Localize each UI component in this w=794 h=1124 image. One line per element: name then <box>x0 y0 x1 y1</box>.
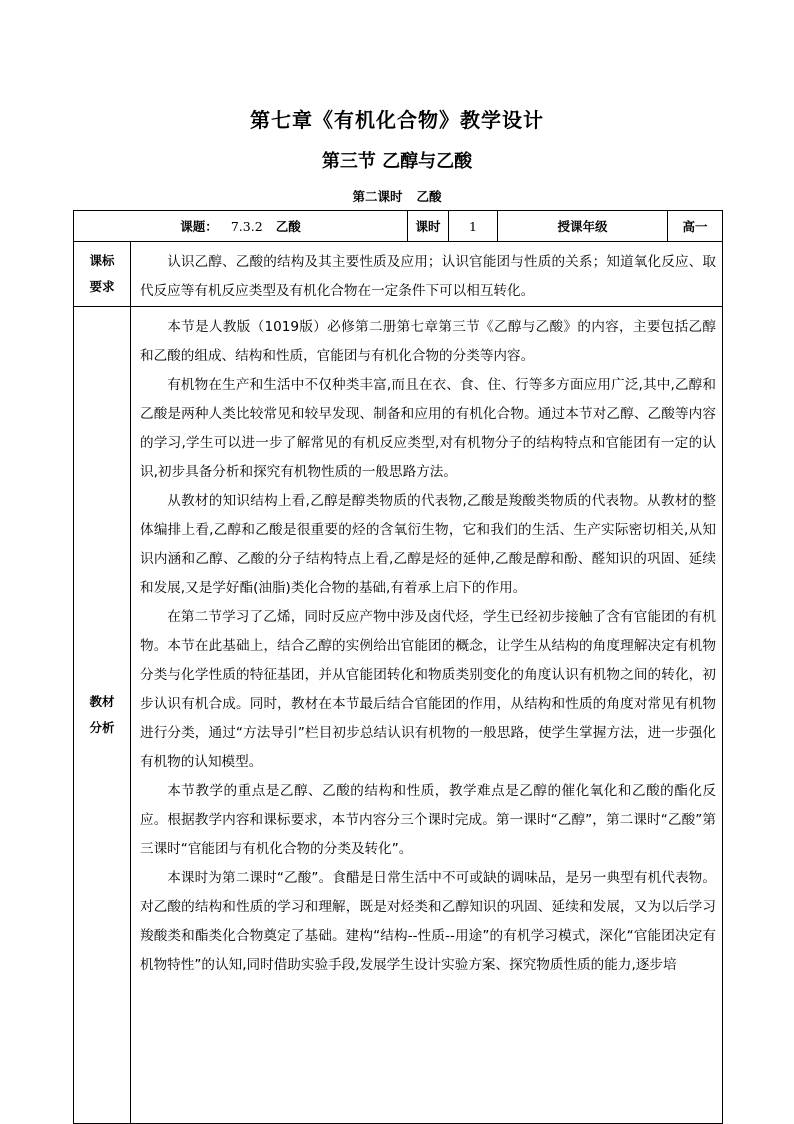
analysis-paragraph: 从教材的知识结构上看,乙醇是醇类物质的代表物,乙酸是羧酸类物质的代表物。从教材的整体编排上看,乙醇和乙酸是很重要的烃的含氧衍生物，它和我们的生活、生产实际密切相关,从知识内涵和乙醇、乙酸的分子结构特点上看,乙醇是烃的延伸,乙酸是醇和酚、醛知识的巩固、延续和发展,又是学好酯(油脂)类化合物的基础,有着承上启下的作用。 <box>140 493 716 596</box>
analysis-paragraph: 有机物在生产和生活中不仅种类丰富,而且在衣、食、住、行等多方面应用广泛,其中,乙醇和乙酸是两种人类比较常见和较早发现、制备和应用的有机化合物。通过本节对乙醇、乙酸等内容的学习,学生可以进一步了解常见的有机反应类型,对有机物分子的结构特点和官能团有一定的认识,初步具备分析和探究有机物性质的一般思路方法。 <box>140 377 716 480</box>
topic-code: 7.3.2 <box>230 219 263 234</box>
topic-cell <box>74 211 408 242</box>
lesson-label: 第二课时 <box>352 189 403 204</box>
analysis-label <box>74 307 131 1124</box>
section-title: 第三节 乙醇与乙酸 <box>321 151 473 172</box>
header-row <box>74 211 723 242</box>
hours-value: 1 <box>449 211 498 242</box>
requirements-label-line2: 要求 <box>89 279 115 294</box>
hours-label: 课时 <box>408 211 449 242</box>
analysis-paragraph: 在第二节学习了乙烯，同时反应产物中涉及卤代烃，学生已经初步接触了含有官能团的有机物。本节在此基础上，结合乙醇的实例给出官能团的概念，让学生从结构的角度理解决定有机物分类与化学性质的特征基团，并从官能团转化和物质类别变化的角度认识有机物之间的转化，初步认识有机合成。同时，教材在本节最后结合官能团的作用，从结构和性质的角度对常见有机物进行分类，通过“方法导引”栏目初步总结认识有机物的一般思路，使学生掌握方法，进一步强化有机物的认知模型。 <box>140 609 716 770</box>
analysis-paragraph: 本课时为第二课时“乙酸”。食醋是日常生活中不可或缺的调味品，是另一典型有机代表物。对乙酸的结构和性质的学习和理解，既是对烃类和乙醇知识的巩固、延续和发展，又为以后学习羧酸类和酯类化合物奠定了基础。建构“结构--性质--用途”的有机学习模式，深化“官能团决定有机物特性”的认知,同时借助实验手段,发展学生设计实验方案、探究物质性质的能力,逐步培 <box>140 870 716 973</box>
topic-label: 课题： <box>180 219 218 234</box>
topic-name: 乙酸 <box>275 219 301 234</box>
grade-value: 高一 <box>668 211 723 242</box>
requirements-label <box>74 242 131 307</box>
analysis-row <box>74 307 723 1124</box>
lesson-title <box>0 187 794 205</box>
requirements-paragraph: 认识乙醇、乙酸的结构及其主要性质及应用；认识官能团与性质的关系；知道氧化反应、取代反应等有机反应类型及有机化合物在一定条件下可以相互转化。 <box>140 254 716 299</box>
requirements-label-line1: 课标 <box>89 253 115 268</box>
analysis-label-line2: 分析 <box>89 720 115 735</box>
analysis-paragraph: 本节是人教版（1019版）必修第二册第七章第三节《乙醇与乙酸》的内容，主要包括乙醇和乙酸的组成、结构和性质，官能团与有机化合物的分类等内容。 <box>140 319 716 364</box>
lesson-topic: 乙酸 <box>416 189 442 204</box>
requirements-text <box>131 242 723 307</box>
analysis-label-line1: 教材 <box>89 694 115 709</box>
analysis-paragraph: 本节教学的重点是乙醇、乙酸的结构和性质，教学难点是乙醇的催化氧化和乙酸的酯化反应。根据教学内容和课标要求，本节内容分三个课时完成。第一课时“乙醇”，第二课时“乙酸”第三课时“官能团与有机化合物的分类及转化”。 <box>140 783 716 857</box>
analysis-text <box>131 307 723 1124</box>
requirements-row <box>74 242 723 307</box>
lesson-plan-table <box>73 210 723 1124</box>
document-title: 第七章《有机化合物》教学设计 <box>250 108 544 132</box>
grade-label: 授课年级 <box>498 211 668 242</box>
